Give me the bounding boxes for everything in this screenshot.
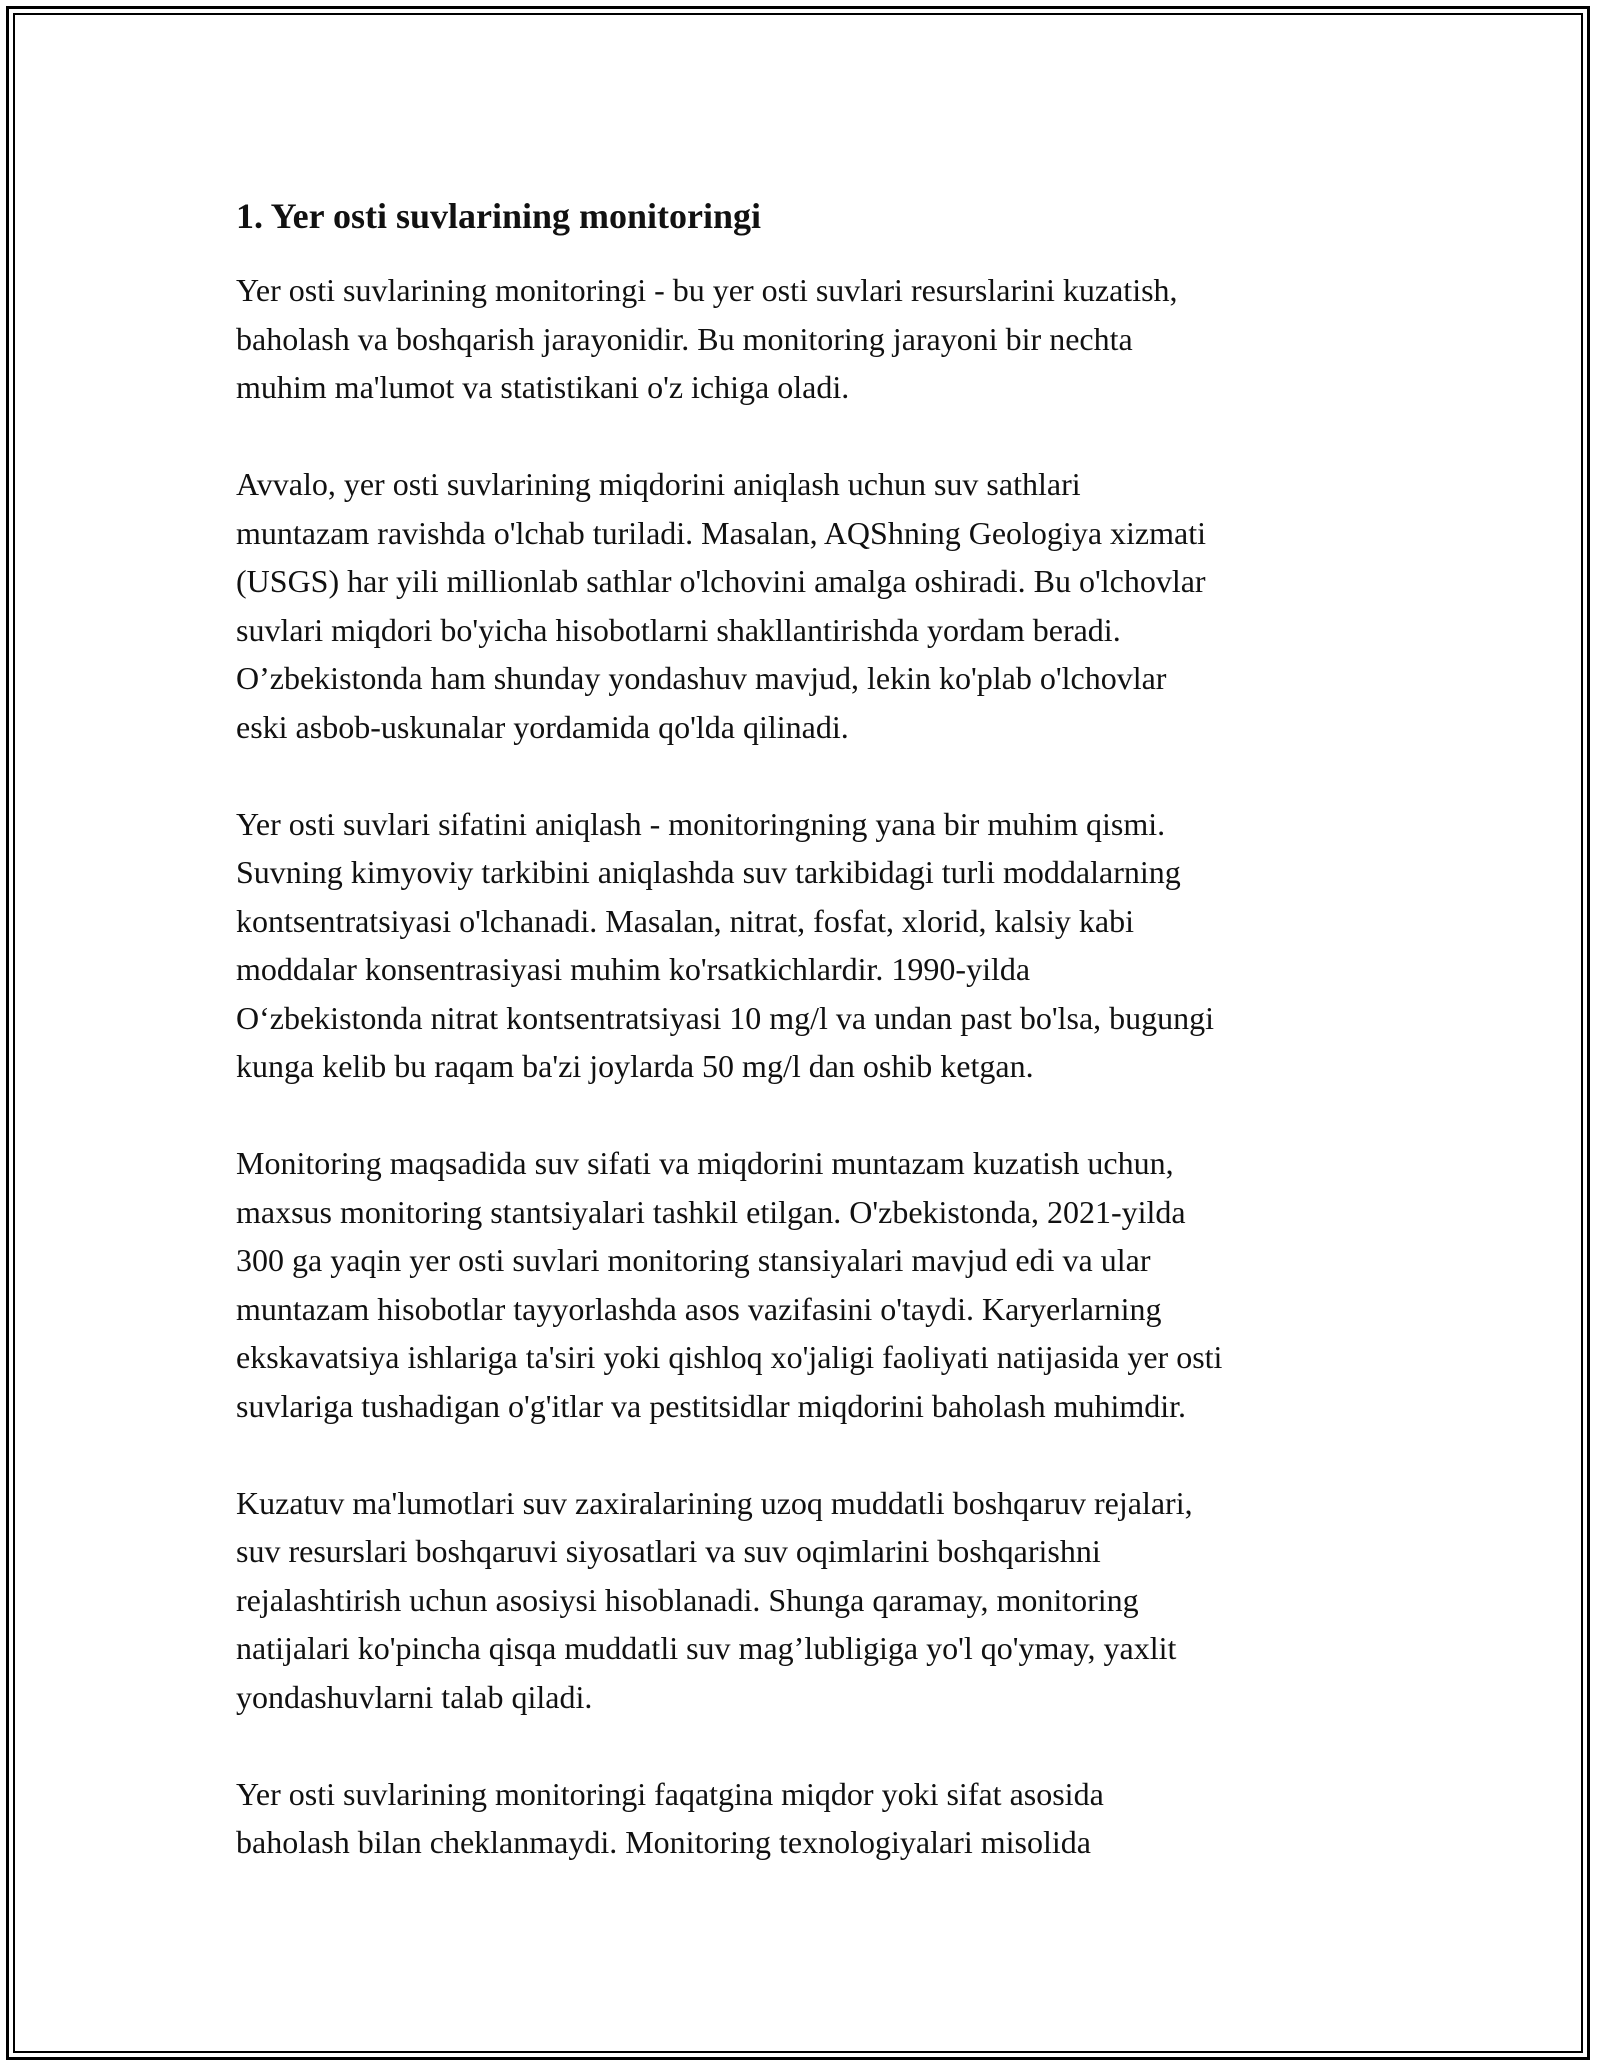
text-line: maxsus monitoring stantsiyalari tashkil etilgan. O'zbekistonda, 2021-yilda	[236, 1193, 1186, 1230]
text-line: 300 ga yaqin yer osti suvlari monitoring stansiyalari mavjud edi va ular	[236, 1242, 1151, 1278]
paragraph-6	[236, 1770, 1376, 1867]
text-line: (USGS) har yili millionlab sathlar o'lchovini amalga oshiradi. Bu o'lchovlar	[236, 563, 1206, 599]
text-line: ekskavatsiya ishlariga ta'siri yoki qishloq xo'jaligi faoliyati natijasida yer osti	[236, 1339, 1223, 1375]
text-line: baholash bilan cheklanmaydi. Monitoring texnologiyalari misolida	[236, 1824, 1091, 1860]
text-line: yondashuvlarni talab qiladi.	[236, 1678, 593, 1715]
text-line: suvlariga tushadigan o'g'itlar va pestitsidlar miqdorini baholash muhimdir.	[236, 1387, 1187, 1424]
section-heading: 1. Yer osti suvlarining monitoringi	[236, 196, 762, 236]
paragraph-2	[236, 460, 1376, 751]
text-line: O’zbekistonda ham shunday yondashuv mavjud, lekin ko'plab o'lchovlar	[236, 660, 1167, 696]
text-line: kontsentratsiyasi o'lchanadi. Masalan, nitrat, fosfat, xlorid, kalsiy kabi	[236, 902, 1134, 939]
paragraph-4	[236, 1139, 1376, 1430]
text-line: eski asbob-uskunalar yordamida qo'lda qilinadi.	[236, 708, 849, 745]
text-line: rejalashtirish uchun asosiysi hisoblanadi. Shunga qaramay, monitoring	[236, 1581, 1139, 1618]
paragraph-1	[236, 266, 1376, 412]
text-line: Suvning kimyoviy tarkibini aniqlashda suv tarkibidagi turli moddalarning	[236, 854, 1181, 890]
text-line: Monitoring maqsadida suv sifati va miqdorini muntazam kuzatish uchun,	[236, 1145, 1174, 1181]
text-line: Kuzatuv ma'lumotlari suv zaxiralarining uzoq muddatli boshqaruv rejalari,	[236, 1484, 1193, 1521]
text-line: kunga kelib bu raqam ba'zi joylarda 50 mg/l dan oshib ketgan.	[236, 1048, 1034, 1084]
paragraph-5	[236, 1479, 1376, 1722]
text-line: muhim ma'lumot va statistikani o'z ichiga oladi.	[236, 369, 850, 405]
text-line: suv resurslari boshqaruvi siyosatlari va suv oqimlarini boshqarishni	[236, 1533, 1101, 1569]
text-line: moddalar konsentrasiyasi muhim ko'rsatkichlardir. 1990-yilda	[236, 951, 1031, 987]
text-line: muntazam ravishda o'lchab turiladi. Masalan, AQShning Geologiya xizmati	[236, 514, 1206, 551]
text-line: O‘zbekistonda nitrat kontsentratsiyasi 10 mg/l va undan past bo'lsa, bugungi	[236, 999, 1215, 1036]
text-line: muntazam hisobotlar tayyorlashda asos vazifasini o'taydi. Karyerlarning	[236, 1290, 1162, 1327]
text-line: Yer osti suvlari sifatini aniqlash - monitoringning yana bir muhim qismi.	[236, 805, 1166, 842]
text-line: Yer osti suvlarining monitoringi - bu yer osti suvlari resurslarini kuzatish,	[236, 272, 1178, 308]
document-body	[236, 190, 1376, 1915]
text-line: suvlari miqdori bo'yicha hisobotlarni shakllantirishda yordam beradi.	[236, 611, 1121, 648]
text-line: Yer osti suvlarining monitoringi faqatgina miqdor yoki sifat asosida	[236, 1775, 1104, 1812]
text-line: natijalari ko'pincha qisqa muddatli suv mag’lubligiga yo'l qo'ymay, yaxlit	[236, 1630, 1177, 1666]
text-line: baholash va boshqarish jarayonidir. Bu monitoring jarayoni bir nechta	[236, 320, 1133, 357]
paragraph-3	[236, 800, 1376, 1091]
text-line: Avvalo, yer osti suvlarining miqdorini aniqlash uchun suv sathlari	[236, 466, 1081, 502]
